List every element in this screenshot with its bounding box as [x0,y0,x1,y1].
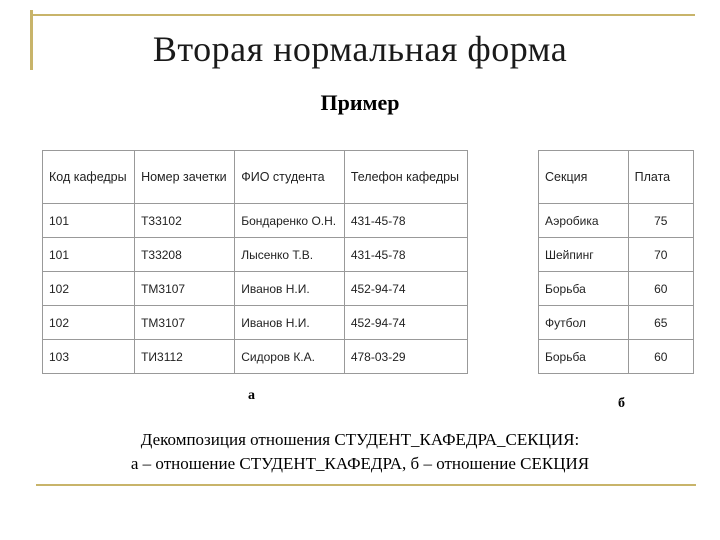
cell: 102 [43,306,135,340]
cell: Борьба [539,340,629,374]
caption-line-1: Декомпозиция отношения СТУДЕНТ_КАФЕДРА_СЕКЦИЯ: [140,430,580,449]
frame-accent-top [30,14,695,16]
table-row [43,272,468,306]
caption [0,428,720,476]
table-row [43,238,468,272]
table-b-label: б [618,396,625,411]
cell: 60 [628,340,693,374]
cell: ТМ3107 [135,272,235,306]
table-row [539,238,694,272]
header-student-name: ФИО студента [235,151,345,204]
table-row [43,340,468,374]
cell: Иванов Н.И. [235,306,345,340]
header-dept-code: Код кафедры [43,151,135,204]
slide-subtitle: Пример [320,90,400,115]
table-header-row [43,151,468,204]
slide-title: Вторая нормальная форма [152,29,568,69]
cell: Футбол [539,306,629,340]
cell: Иванов Н.И. [235,272,345,306]
cell: Шейпинг [539,238,629,272]
cell: 103 [43,340,135,374]
table-a-label: а [248,388,255,403]
cell: 452-94-74 [344,306,467,340]
cell: Бондаренко О.Н. [235,204,345,238]
cell: Аэробика [539,204,629,238]
cell: 102 [43,272,135,306]
header-fee: Плата [628,151,693,204]
student-department-table [42,150,468,374]
cell: 101 [43,204,135,238]
cell: ТИ3112 [135,340,235,374]
header-section: Секция [539,151,629,204]
header-dept-phone: Телефон кафедры [344,151,467,204]
table-row [43,306,468,340]
cell: Борьба [539,272,629,306]
cell: 70 [628,238,693,272]
table-row [539,306,694,340]
cell: 431-45-78 [344,238,467,272]
frame-accent-bottom [36,484,696,486]
table-header-row [539,151,694,204]
cell: 65 [628,306,693,340]
cell: Т33208 [135,238,235,272]
caption-line-2: а – отношение СТУДЕНТ_КАФЕДРА, б – отношение СЕКЦИЯ [130,454,590,473]
cell: 478-03-29 [344,340,467,374]
table-row [43,204,468,238]
cell: 75 [628,204,693,238]
cell: Сидоров К.А. [235,340,345,374]
cell: 452-94-74 [344,272,467,306]
cell: Т33102 [135,204,235,238]
table-row [539,204,694,238]
cell: 60 [628,272,693,306]
cell: Лысенко Т.В. [235,238,345,272]
cell: 431-45-78 [344,204,467,238]
table-row [539,340,694,374]
cell: ТМ3107 [135,306,235,340]
section-table [538,150,694,374]
header-record-number: Номер зачетки [135,151,235,204]
cell: 101 [43,238,135,272]
table-row [539,272,694,306]
